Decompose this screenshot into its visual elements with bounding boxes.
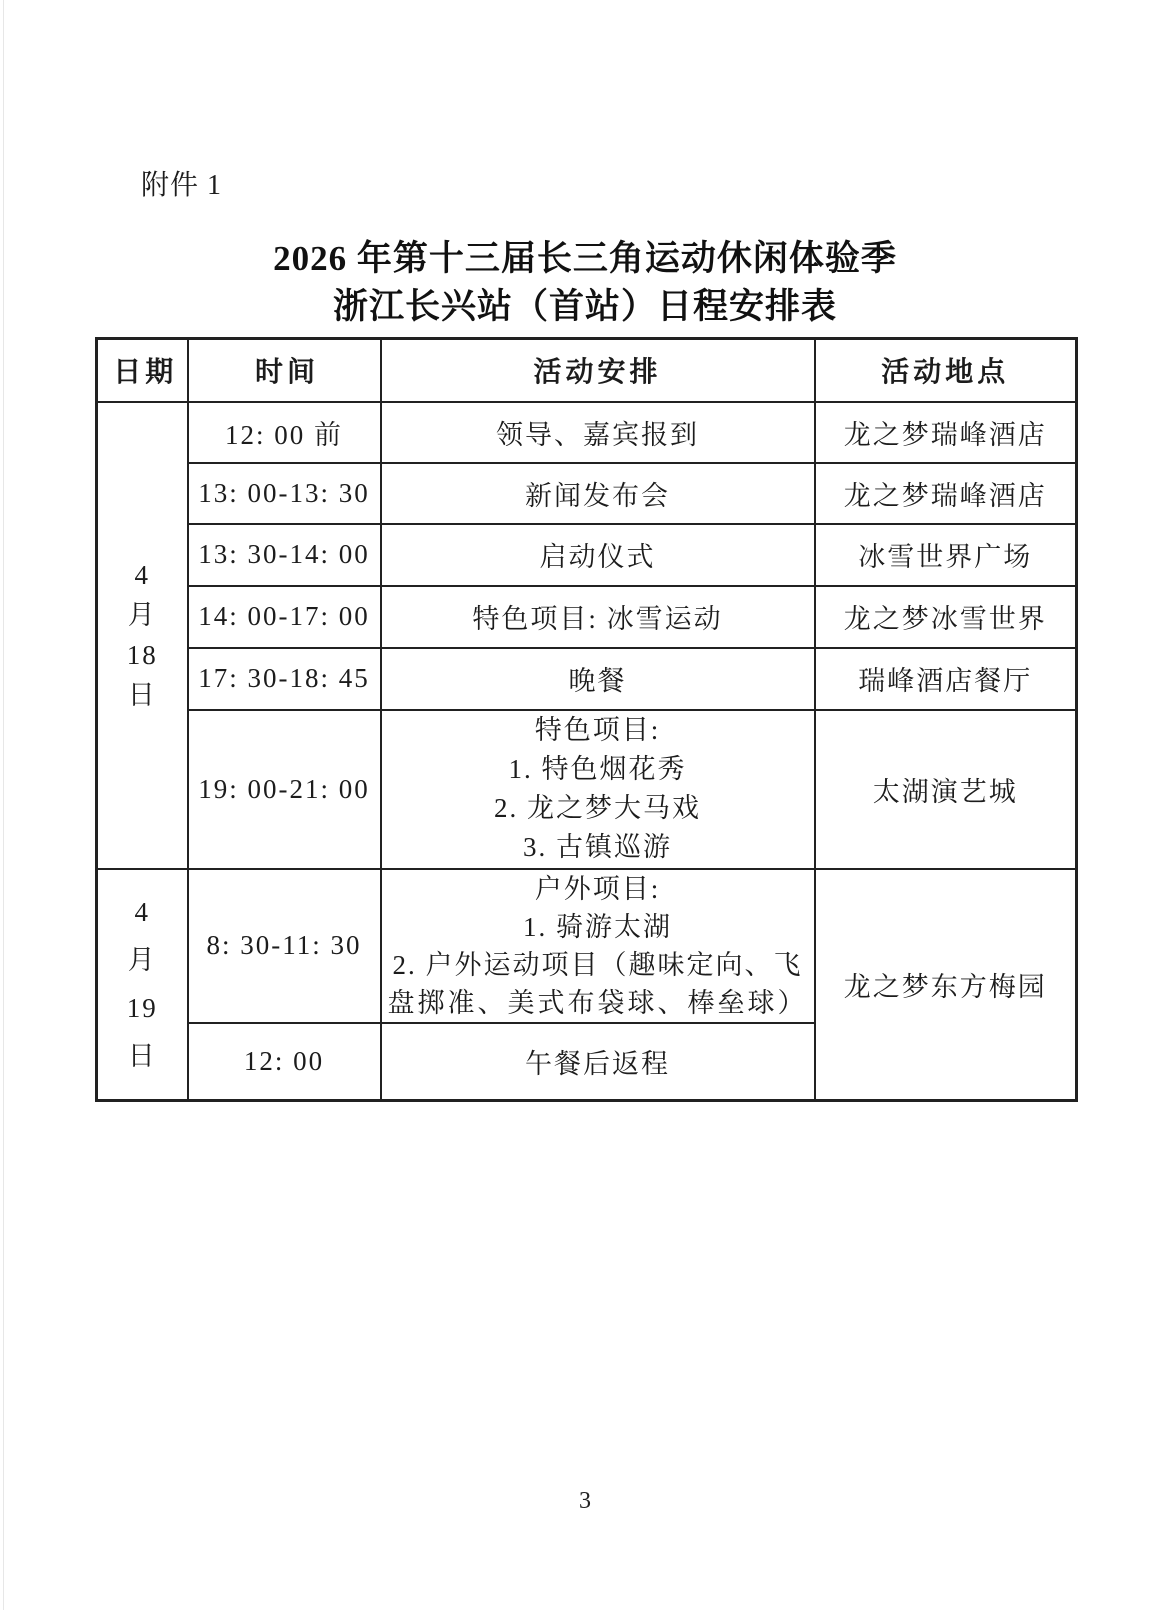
- table-row: [97, 463, 1077, 524]
- table-row: [97, 869, 1077, 1023]
- table-row: [97, 524, 1077, 586]
- activity-line: 1. 骑游太湖: [523, 911, 672, 942]
- activity-line: 1. 特色烟花秀: [508, 754, 687, 784]
- activity-cell: 晚餐: [381, 648, 815, 710]
- location-cell: 龙之梦瑞峰酒店: [815, 402, 1077, 463]
- time-cell: 13: 30-14: 00: [188, 524, 381, 586]
- date-char: 日: [127, 1041, 157, 1072]
- location-cell: 冰雪世界广场: [815, 524, 1077, 586]
- col-header-date: 日期: [97, 339, 188, 402]
- date-char: 月: [127, 600, 157, 630]
- col-header-activity: 活动安排: [381, 339, 815, 402]
- activity-line: 2. 龙之梦大马戏: [494, 793, 701, 823]
- attachment-label: 附件 1: [141, 170, 223, 201]
- location-cell: 龙之梦冰雪世界: [815, 586, 1077, 648]
- location-cell-merged: 龙之梦东方梅园: [815, 869, 1077, 1101]
- table-row: [97, 402, 1077, 463]
- date-char: 4: [134, 560, 150, 590]
- activity-line: 2. 户外运动项目（趣味定向、飞: [392, 949, 803, 980]
- table-header-row: [97, 339, 1077, 402]
- table-row: [97, 710, 1077, 869]
- date-cell-apr18: [97, 402, 188, 869]
- time-cell: 8: 30-11: 30: [188, 869, 381, 1023]
- document-title-line2: 浙江长兴站（首站）日程安排表: [332, 287, 837, 326]
- date-char: 月: [127, 945, 157, 976]
- table-row: [97, 586, 1077, 648]
- date-char: 日: [127, 680, 157, 710]
- location-cell: 龙之梦瑞峰酒店: [815, 463, 1077, 524]
- location-cell: 太湖演艺城: [815, 710, 1077, 869]
- schedule-table: [95, 337, 1078, 1102]
- time-cell: 14: 00-17: 00: [188, 586, 381, 648]
- activity-line: 户外项目:: [534, 873, 661, 904]
- time-cell: 17: 30-18: 45: [188, 648, 381, 710]
- location-cell: 瑞峰酒店餐厅: [815, 648, 1077, 710]
- time-cell: 19: 00-21: 00: [188, 710, 381, 869]
- activity-line: 特色项目:: [534, 715, 661, 745]
- date-char: 19: [126, 993, 158, 1024]
- time-cell: 12: 00 前: [188, 402, 381, 463]
- date-cell-apr19: [97, 869, 188, 1101]
- date-char: 18: [126, 640, 158, 670]
- activity-cell: 特色项目: 冰雪运动: [381, 586, 815, 648]
- page-number: 3: [579, 1488, 591, 1514]
- col-header-time: 时间: [188, 339, 381, 402]
- table-row: [97, 648, 1077, 710]
- time-cell: 13: 00-13: 30: [188, 463, 381, 524]
- time-cell: 12: 00: [188, 1023, 381, 1101]
- date-char: 4: [134, 897, 150, 928]
- activity-cell: 午餐后返程: [381, 1023, 815, 1101]
- col-header-location: 活动地点: [815, 339, 1077, 402]
- activity-cell: 新闻发布会: [381, 463, 815, 524]
- activity-cell: 领导、嘉宾报到: [381, 402, 815, 463]
- activity-cell-multiline: [381, 869, 815, 1023]
- activity-cell: 启动仪式: [381, 524, 815, 586]
- document-title-line1: 2026 年第十三届长三角运动休闲体验季: [273, 239, 897, 278]
- activity-cell-multiline: [381, 710, 815, 869]
- activity-line: 盘掷准、美式布袋球、棒垒球）: [387, 987, 808, 1018]
- activity-line: 3. 古镇巡游: [523, 832, 672, 862]
